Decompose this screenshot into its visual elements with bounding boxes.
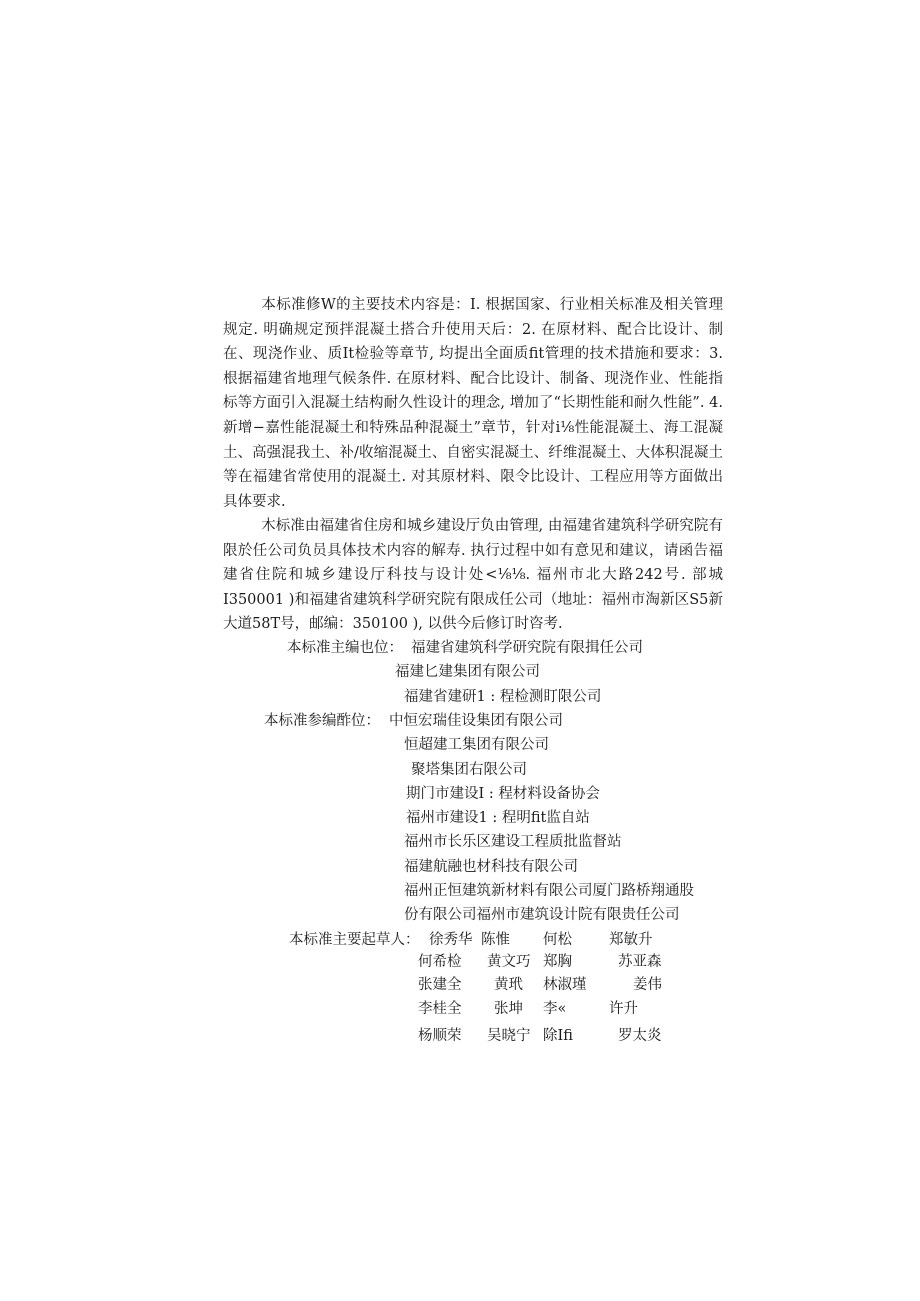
participating-unit-item: 福建航融也材科技有限公司 [404,859,578,875]
drafter-name: 除Ifi [543,1028,573,1044]
drafter-name: 杨顺荣 [418,1028,462,1044]
drafter-name: 陈惟 [481,932,510,948]
drafter-name: 吴晓宁 [487,1028,531,1044]
participating-unit-item: 中恒宏瑞佳设集团有限公司 [389,713,563,729]
drafter-name: 徐秀华 [429,932,473,948]
management-paragraph [223,514,723,637]
drafter-name: 罗太炎 [618,1028,662,1044]
chief-unit-item: 福建匕建集团有限公司 [395,664,540,680]
drafter-name: 黄玳 [494,977,523,993]
drafter-name: 苏亚森 [618,954,662,970]
chief-unit-item: 福建省建研1 : 程检测盯限公司 [404,689,602,705]
revision-summary-text: 本标准修W的主要技术内容是：I. 根据国家、行业相关标准及相关管理规定. 明确规定预拌混凝土搭合升使用天后：2. 在原材料、配合比设计、制在、现浇作业、质It检验等章节, 均提出全面质fit管理的技术措施和要求：3. 根据福建省地理气候条件. 在原材料、配合比设计、制备、现浇作业、性能指标等方面引入混凝土结构耐久性设计的理念, 增加了“长期性能和耐久性能”. 4.新增−嘉性能混凝土和特殊品种混凝土”章节，针对i⅛性能混凝土、海工混凝土、高强混我土、补/收缩混凝土、自密实混凝土、纤维混凝土、大体积混凝土等在福建省常使用的混凝土. 对其原材料、限令比设计、工程应用等方面做出具体要求. [223,297,723,510]
participating-unit-item: 福州市建设1 : 程明fit监自站 [406,810,590,826]
participating-unit-item: 恒超建工集团有限公司 [404,737,549,753]
drafter-name: 郑敏升 [609,932,653,948]
participating-unit-item: 聚塔集团右限公司 [411,762,527,778]
drafter-name: 黄文巧 [487,954,531,970]
drafter-name: 张建全 [418,977,462,993]
drafter-name: 何松 [543,932,572,948]
participating-units-label: 本标准参编酢位： [264,713,380,729]
participating-unit-item: 福州市长乐区建设工程质批监督站 [404,834,622,850]
participating-unit-item: 期门市建设I : 程材料设备协会 [406,786,600,802]
management-text: 木标准由福建省住房和城乡建设厅负由管理, 由福建省建筑科学研究院有限於任公司负员具体技术内容的解寿. 执行过程中如有意见和建议，请函告福建省住院和城乡建设厅科技与设计处<⅛⅛. 福州市北大路242号. 部城I350001 )和福建省建筑科学研究院有限成任公司（地址：福州市淘新区S5新大道58T号，邮编：350100 ), 以供今后修订时咨考. [223,518,723,633]
drafter-name: 姜伟 [633,977,662,993]
drafter-name: 何希检 [418,954,462,970]
drafter-name: 李桂全 [418,1001,462,1017]
drafters-label: 本标准主要起草人： [289,932,420,948]
participating-unit-item: 份有限公司福州市建筑设计院有限贵任公司 [404,907,680,923]
drafter-name: 张坤 [494,1001,523,1017]
chief-unit-item: 福建省建筑科学研究院有限揖任公司 [411,640,643,656]
drafter-name: 许升 [609,1001,638,1017]
drafter-name: 李« [543,1001,567,1017]
chief-units-label: 本标准主编也位： [287,640,403,656]
participating-unit-item: 福州正恒建筑新材料有限公司厦门路桥翔通股 [404,883,694,899]
revision-summary-paragraph [223,293,723,514]
drafter-name: 林淑瑾 [543,977,587,993]
drafter-name: 郑胸 [543,954,572,970]
